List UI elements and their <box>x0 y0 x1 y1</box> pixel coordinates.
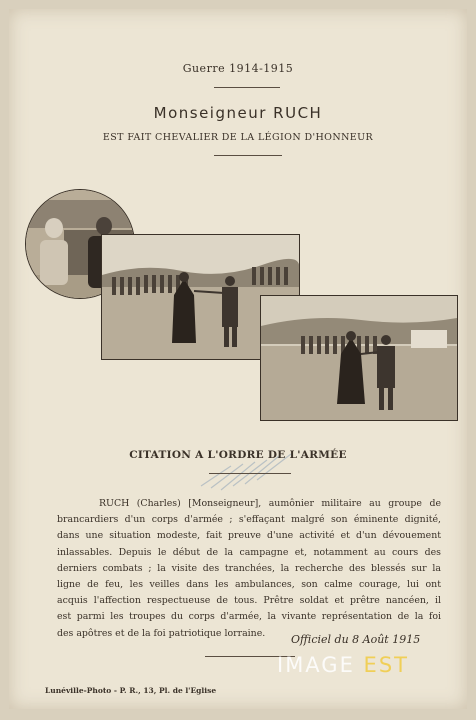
citation-heading: CITATION A L'ORDRE DE L'ARMÉE <box>129 449 347 461</box>
divider-subtitle <box>214 155 282 156</box>
watermark-logo <box>277 653 409 677</box>
citation-line: des apôtres et de la foi patriotique lorraine. <box>57 627 266 639</box>
citation-line: est parmi les troupes du corps d'armée, la vivante représentation de la foi <box>57 611 441 623</box>
divider-top <box>214 87 280 88</box>
citation-line: dans une situation modeste, fait preuve d'une activité et d'un dévouement <box>57 530 441 542</box>
citation-line: ligne de feu, les veilles dans les ambulances, son calme courage, lui ont <box>57 579 441 591</box>
faded-stamp-mark <box>191 426 311 496</box>
publisher-footer: Lunéville-Photo - P. R., 13, Pl. de l'Eglise <box>45 686 217 695</box>
citation-line: brancardiers d'un corps d'armée ; s'effaçant malgré son éminente dignité, <box>57 514 441 526</box>
citation-line: inlassables. Depuis le début de la campagne et, notamment au cours des <box>57 546 441 558</box>
watermark-word-image: IMAGE <box>277 653 355 677</box>
postcard <box>9 9 467 709</box>
citation-text <box>57 496 441 642</box>
citation-line: RUCH (Charles) [Monseigneur], aumônier militaire au groupe de <box>99 498 441 509</box>
ceremony-photo-2 <box>260 295 458 421</box>
divider-citation <box>209 473 291 474</box>
page-subtitle: EST FAIT CHEVALIER DE LA LÉGION D'HONNEUR <box>102 132 374 143</box>
citation-line: derniers combats ; la visite des tranchées, la recherche des blessés sur la <box>57 562 441 574</box>
citation-line: acquis l'affection respectueuse de tous. Prêtre soldat et prêtre nancéen, il <box>57 595 441 607</box>
war-label: Guerre 1914-1915 <box>182 62 294 75</box>
page-title: Monseigneur RUCH <box>153 104 323 122</box>
official-date: Officiel du 8 Août 1915 <box>291 633 421 646</box>
watermark-word-est: EST <box>363 653 409 677</box>
